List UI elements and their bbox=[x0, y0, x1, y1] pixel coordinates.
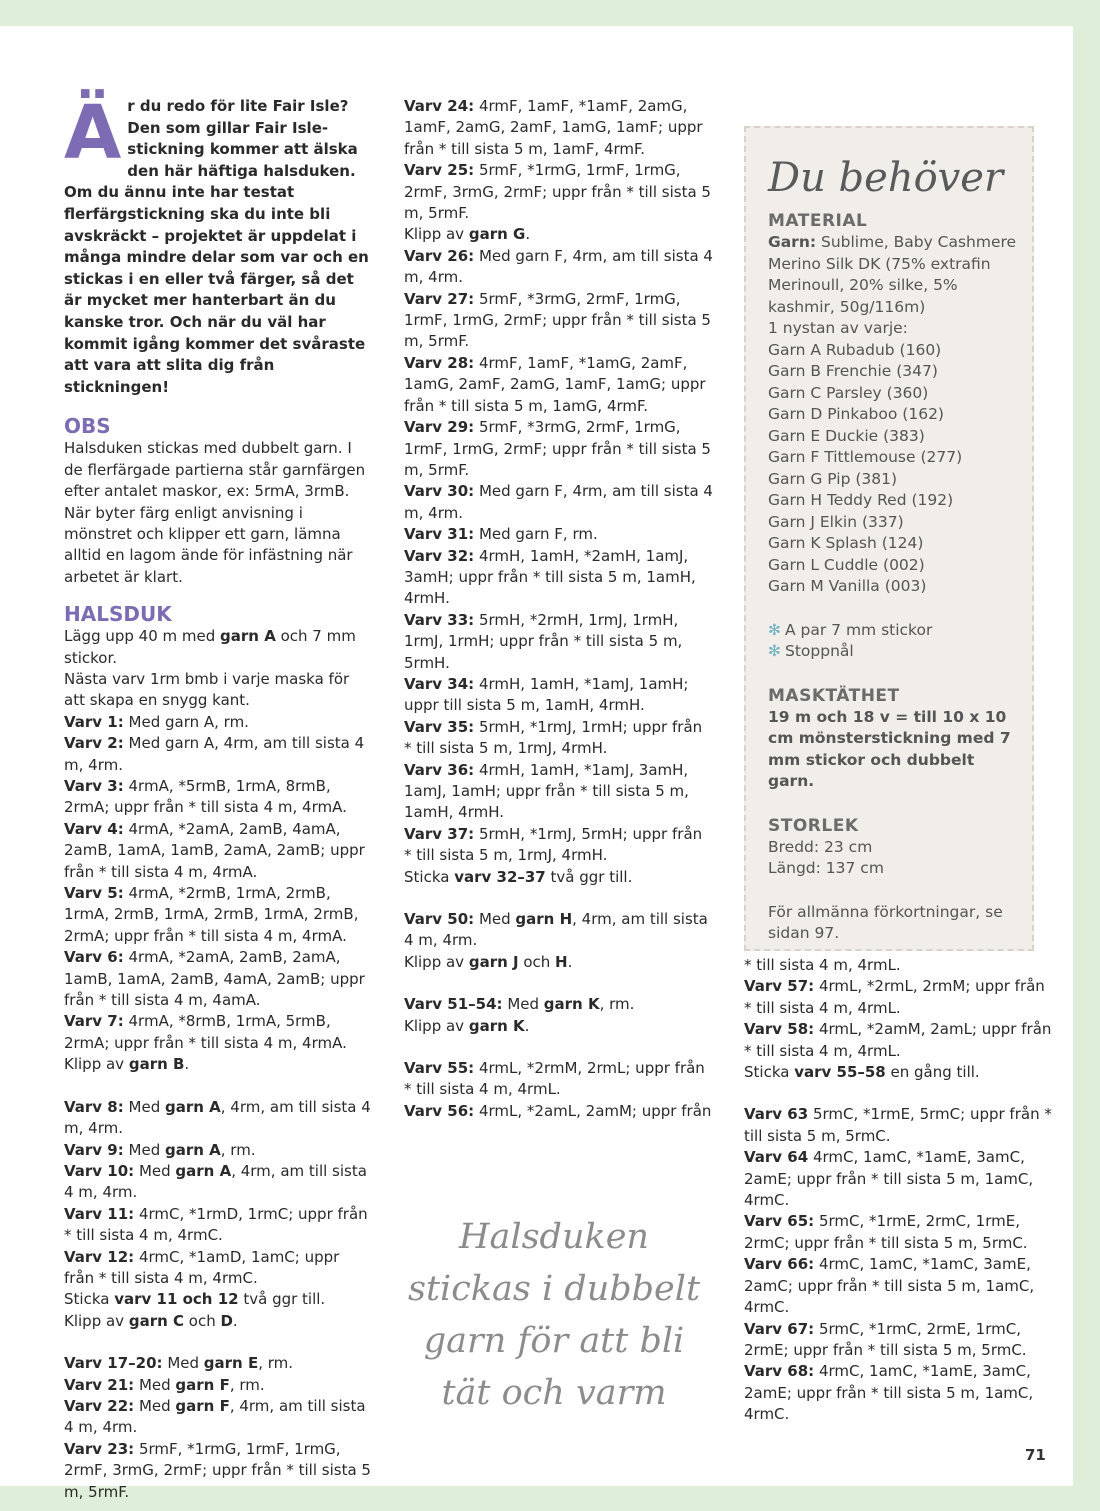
row-instruction: Varv 11: 4rmC, *1rmD, 1rmC; uppr från * till sista 4 m, 4rmC. bbox=[64, 1204, 368, 1245]
list-item: Garn M Vanilla (003) bbox=[768, 577, 927, 595]
panel-title: Du behöver bbox=[768, 155, 1004, 201]
materials-panel bbox=[744, 126, 1034, 951]
row-instruction: Varv 1: Med garn A, rm. bbox=[64, 712, 249, 731]
first-row-note: Nästa varv 1rm bmb i varje maska för att skapa en snygg kant. bbox=[64, 669, 350, 710]
row-instruction: Varv 32: 4rmH, 1amH, *2amH, 1amJ, 3amH; uppr från * till sista 5 m, 1amH, 4rmH. bbox=[404, 546, 696, 608]
cast-on: Lägg upp 40 m med garn A och 7 mm stickor. bbox=[64, 627, 356, 667]
repeat-55-58: Sticka varv 55–58 en gång till. bbox=[744, 1063, 980, 1082]
row-instruction: Varv 5: 4rmA, *2rmB, 1rmA, 2rmB, 1rmA, 2rmB, 1rmA, 2rmB, 1rmA, 2rmB, 2rmA; uppr från * till sista 4 m, 4rmA. bbox=[64, 884, 359, 945]
intro-paragraph bbox=[64, 90, 374, 398]
row-instruction: Varv 25: 5rmF, *1rmG, 1rmF, 1rmG, 2rmF, 3rmG, 2rmF; uppr från * till sista 5 m, 5rmF. bbox=[404, 161, 711, 223]
row-instruction: Varv 2: Med garn A, 4rm, am till sista 4 m, 4rm. bbox=[64, 734, 365, 774]
row-instruction: Varv 17–20: Med garn E, rm. bbox=[64, 1354, 294, 1373]
yarn-description: Garn: Sublime, Baby Cashmere Merino Silk DK (75% extrafin Merinoull, 20% silke, 5% kashmir, 50g/116m) bbox=[768, 233, 1017, 316]
column-2 bbox=[404, 96, 714, 1122]
skein-count: 1 nystan av varje: bbox=[768, 319, 908, 337]
intro-text: r du redo för lite Fair Isle? Den som gillar Fair Isle-stickning kommer att älska den här häftiga halsduken. Om du ännu inte har testat flerfärgstickning ska du inte bli avskräckt – projektet är uppdelat i många mindre delar som var och en stickas i en eller två färger, så det är mycket mer hanterbart än du kanske tror. Och när du väl har kommit igång kommer det svåraste att vara att slita dig från stickningen! bbox=[64, 97, 369, 396]
row-instruction: Varv 64 4rmC, 1amC, *1amE, 3amC, 2amE; uppr från * till sista 5 m, 1amC, 4rmC. bbox=[744, 1148, 1034, 1210]
row-instruction: Varv 51–54: Med garn K, rm. bbox=[404, 995, 635, 1014]
row-instruction: Varv 8: Med garn A, 4rm, am till sista 4 m, 4rm. bbox=[64, 1097, 371, 1138]
drop-cap: Ä bbox=[64, 90, 122, 176]
row-instruction: Varv 21: Med garn F, rm. bbox=[64, 1375, 265, 1394]
row-instruction: Varv 23: 5rmF, *1rmG, 1rmF, 1rmG, 2rmF, 3rmG, 2rmF; uppr från * till sista 5 m, 5rmF. bbox=[64, 1439, 371, 1501]
row-instruction: Varv 37: 5rmH, *1rmJ, 5rmH; uppr från * till sista 5 m, 1rmJ, 4rmH. bbox=[404, 824, 703, 865]
snowflake-bullet-icon: ✻ bbox=[768, 620, 781, 639]
row-instruction: Varv 27: 5rmF, *3rmG, 2rmF, 1rmG, 1rmF, 1rmG, 2rmF; uppr från * till sista 5 m, 5rmF. bbox=[404, 289, 711, 351]
row-instruction: Varv 26: Med garn F, 4rm, am till sista 4 m, 4rm. bbox=[404, 246, 713, 287]
halsduk-heading: HALSDUK bbox=[64, 602, 172, 627]
row-continuation: * till sista 4 m, 4rmL. bbox=[744, 956, 901, 974]
cut-yarn-k: Klipp av garn K. bbox=[404, 1016, 530, 1035]
obs-text-2: När byter färg enligt anvisning i mönstret och klipper ett garn, lämna alltid en lagom ände för infästning när arbetet är klart. bbox=[64, 503, 353, 586]
row-instruction: Varv 3: 4rmA, *5rmB, 1rmA, 8rmB, 2rmA; uppr från * till sista 4 m, 4rmA. bbox=[64, 777, 347, 817]
list-item: Garn L Cuddle (002) bbox=[768, 555, 925, 574]
material-heading: MATERIAL bbox=[768, 211, 868, 231]
row-instruction: Varv 7: 4rmA, *8rmB, 1rmA, 5rmB, 2rmA; uppr från * till sista 4 m, 4rmA. bbox=[64, 1012, 347, 1052]
snowflake-bullet-icon: ✻ bbox=[768, 642, 781, 660]
row-instruction: Varv 63 5rmC, *1rmE, 5rmC; uppr från * till sista 5 m, 5rmC. bbox=[744, 1105, 1052, 1145]
tool-item: ✻ Stoppnål bbox=[768, 642, 854, 660]
list-item: Garn F Tittlemouse (277) bbox=[768, 448, 963, 466]
column-3 bbox=[744, 955, 1054, 1426]
list-item: Garn B Frenchie (347) bbox=[768, 362, 938, 380]
row-instruction: Varv 24: 4rmF, 1amF, *1amF, 2amG, 1amF, 2amG, 2amF, 1amG, 1amF; uppr från * till sista 5 m, 1amF, 4rmF. bbox=[404, 97, 703, 158]
list-item: Garn E Duckie (383) bbox=[768, 426, 925, 445]
abbreviations-note: För allmänna förkortningar, se sidan 97. bbox=[768, 902, 1003, 942]
cut-yarn-g: Klipp av garn G. bbox=[404, 225, 531, 244]
row-instruction: Varv 50: Med garn H, 4rm, am till sista 4 m, 4rm. bbox=[404, 910, 708, 950]
row-instruction: Varv 65: 5rmC, *1rmE, 2rmC, 1rmE, 2rmC; uppr från * till sista 5 m, 5rmC. bbox=[744, 1212, 1028, 1252]
row-instruction: Varv 66: 4rmC, 1amC, *1amC, 3amE, 2amC; uppr från * till sista 5 m, 1amC, 4rmC. bbox=[744, 1255, 1035, 1317]
row-instruction: Varv 68: 4rmC, 1amC, *1amE, 3amC, 2amE; uppr från * till sista 5 m, 1amC, 4rmC. bbox=[744, 1362, 1034, 1424]
size-heading: STORLEK bbox=[768, 815, 859, 836]
tool-item: ✻ A par 7 mm stickor bbox=[768, 620, 933, 639]
row-instruction: Varv 35: 5rmH, *1rmJ, 1rmH; uppr från * till sista 5 m, 1rmJ, 4rmH. bbox=[404, 717, 703, 758]
row-instruction: Varv 33: 5rmH, *2rmH, 1rmJ, 1rmH, 1rmJ, 1rmH; uppr från * till sista 5 m, 5rmH. bbox=[404, 610, 683, 672]
gauge-text: 19 m och 18 v = till 10 x 10 cm mönsterstickning med 7 mm stickor och dubbelt garn. bbox=[768, 707, 1011, 790]
row-instruction: Varv 30: Med garn F, 4rm, am till sista 4 m, 4rm. bbox=[404, 482, 713, 522]
row-instruction: Varv 58: 4rmL, *2amM, 2amL; uppr från * till sista 4 m, 4rmL. bbox=[744, 1020, 1052, 1060]
row-instruction: Varv 36: 4rmH, 1amH, *1amJ, 3amH, 1amJ, 1amH; uppr från * till sista 5 m, 1amH, 4rmH. bbox=[404, 760, 689, 822]
repeat-11-12: Sticka varv 11 och 12 två ggr till. bbox=[64, 1290, 326, 1309]
column-1 bbox=[64, 90, 374, 1503]
row-instruction: Varv 67: 5rmC, *1rmC, 2rmE, 1rmC, 2rmE; uppr från * till sista 5 m, 5rmC. bbox=[744, 1319, 1027, 1359]
cut-yarn-b: Klipp av garn B. bbox=[64, 1055, 190, 1074]
cut-yarn-jh: Klipp av garn J och H. bbox=[404, 952, 573, 971]
row-instruction: Varv 57: 4rmL, *2rmL, 2rmM; uppr från * till sista 4 m, 4rmL. bbox=[744, 977, 1045, 1017]
row-instruction: Varv 9: Med garn A, rm. bbox=[64, 1140, 256, 1159]
list-item: Garn D Pinkaboo (162) bbox=[768, 405, 944, 423]
obs-text-1: Halsduken stickas med dubbelt garn. I de flerfärgade partierna står garnfärgen efter antalet maskor, ex: 5rmA, 3rmB. bbox=[64, 439, 366, 501]
cut-yarn-cd: Klipp av garn C och D. bbox=[64, 1311, 238, 1330]
page bbox=[0, 26, 1073, 1501]
list-item: Garn C Parsley (360) bbox=[768, 383, 929, 402]
size-width: Bredd: 23 cm bbox=[768, 837, 873, 856]
yarn-list bbox=[768, 340, 1022, 598]
list-item: Garn A Rubadub (160) bbox=[768, 340, 942, 359]
row-instruction: Varv 56: 4rmL, *2amL, 2amM; uppr från bbox=[404, 1101, 712, 1120]
row-instruction: Varv 6: 4rmA, *2amA, 2amB, 2amA, 1amB, 1amA, 2amB, 4amA, 2amB; uppr från * till sista 4 m, 4amA. bbox=[64, 948, 365, 1010]
row-instruction: Varv 10: Med garn A, 4rm, am till sista 4 m, 4rm. bbox=[64, 1161, 367, 1202]
gauge-heading: MASKTÄTHET bbox=[768, 685, 900, 706]
list-item: Garn K Splash (124) bbox=[768, 534, 924, 552]
row-instruction: Varv 12: 4rmC, *1amD, 1amC; uppr från * till sista 4 m, 4rmC. bbox=[64, 1247, 340, 1287]
obs-heading: OBS bbox=[64, 414, 111, 439]
list-item: Garn J Elkin (337) bbox=[768, 512, 904, 531]
list-item: Garn G Pip (381) bbox=[768, 469, 898, 488]
row-instruction: Varv 34: 4rmH, 1amH, *1amJ, 1amH; uppr till sista 5 m, 1amH, 4rmH. bbox=[404, 674, 689, 715]
row-instruction: Varv 4: 4rmA, *2amA, 2amB, 4amA, 2amB, 1amA, 1amB, 2amA, 2amB; uppr från * till sista 4 m, 4rmA. bbox=[64, 819, 365, 881]
page-number: 71 bbox=[1025, 1446, 1046, 1464]
pull-quote: Halsduken stickas i dubbelt garn för att bli tät och varm bbox=[407, 1217, 701, 1413]
row-instruction: Varv 22: Med garn F, 4rm, am till sista 4 m, 4rm. bbox=[64, 1396, 366, 1437]
size-length: Längd: 137 cm bbox=[768, 859, 884, 877]
row-instruction: Varv 29: 5rmF, *3rmG, 2rmF, 1rmG, 1rmF, 1rmG, 2rmF; uppr från * till sista 5 m, 5rmF. bbox=[404, 418, 711, 479]
repeat-32-37: Sticka varv 32–37 två ggr till. bbox=[404, 867, 633, 886]
row-instruction: Varv 55: 4rmL, *2rmM, 2rmL; uppr från * till sista 4 m, 4rmL. bbox=[404, 1059, 705, 1099]
row-instruction: Varv 28: 4rmF, 1amF, *1amG, 2amF, 1amG, 2amF, 2amG, 1amF, 1amG; uppr från * till sista 5 m, 1amG, 4rmF. bbox=[404, 353, 706, 415]
row-instruction: Varv 31: Med garn F, rm. bbox=[404, 525, 598, 544]
list-item: Garn H Teddy Red (192) bbox=[768, 491, 954, 509]
